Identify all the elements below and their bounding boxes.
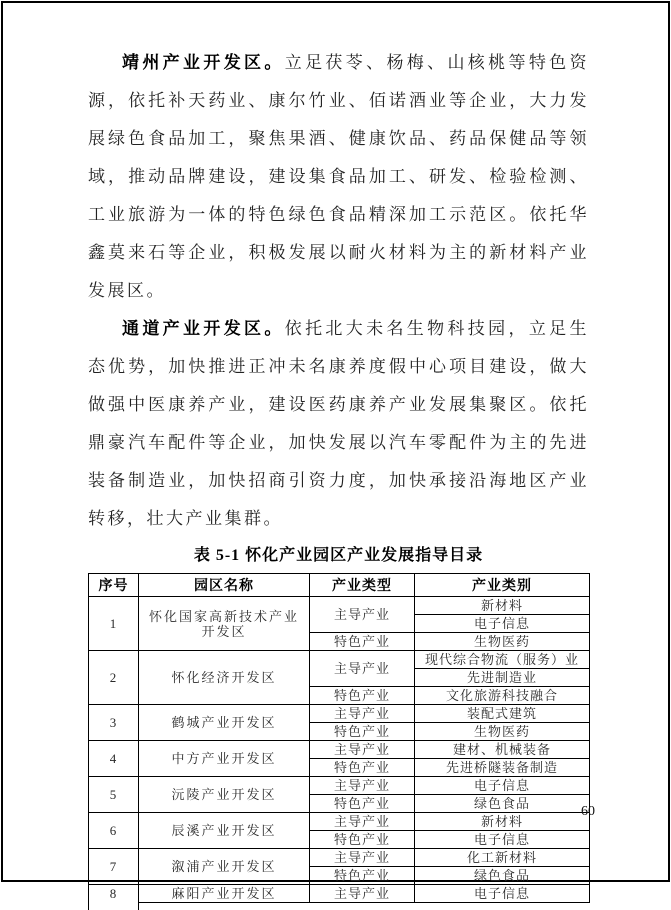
header-cell-industry-category: 产业类别 (415, 574, 590, 597)
table-row (89, 849, 590, 867)
cell-industry-type: 主导产业 (310, 705, 415, 723)
cell-industry-category: 装配式建筑 (415, 705, 590, 723)
cell-industry-category: 生物医药 (415, 723, 590, 741)
paragraph-lead: 靖州产业开发区。 (122, 53, 285, 72)
guidance-table (88, 573, 590, 903)
cell-park: 沅陵产业开发区 (139, 777, 310, 813)
cell-industry-type: 特色产业 (310, 759, 415, 777)
cell-industry-type: 特色产业 (310, 687, 415, 705)
paragraph-lead: 通道产业开发区。 (122, 319, 285, 338)
page-content (88, 44, 589, 903)
cell-industry-type: 主导产业 (310, 777, 415, 795)
cell-industry-category: 建材、机械装备 (415, 741, 590, 759)
paragraph-jingzhou (88, 44, 589, 310)
cell-park: 辰溪产业开发区 (139, 813, 310, 849)
cell-industry-category: 绿色食品 (415, 795, 590, 813)
cell-industry-category: 先进制造业 (415, 669, 590, 687)
cell-industry-category: 绿色食品 (415, 867, 590, 885)
cell-industry-category: 先进桥隧装备制造 (415, 759, 590, 777)
page-number: 60 (581, 804, 595, 819)
paragraph-tongdao (88, 310, 589, 538)
cell-industry-category: 化工新材料 (415, 849, 590, 867)
cell-industry-category: 新材料 (415, 813, 590, 831)
cell-park: 溆浦产业开发区 (139, 849, 310, 885)
cell-industry-type: 主导产业 (310, 651, 415, 687)
cell-industry-category: 电子信息 (415, 885, 590, 903)
table-header-row (89, 574, 590, 597)
cell-industry-type: 特色产业 (310, 723, 415, 741)
cell-no: 4 (89, 741, 139, 777)
table-row (89, 597, 590, 615)
cell-industry-category: 现代综合物流（服务）业 (415, 651, 590, 669)
header-cell-park: 园区名称 (139, 574, 310, 597)
cell-industry-category: 文化旅游科技融合 (415, 687, 590, 705)
cell-industry-category: 电子信息 (415, 777, 590, 795)
cell-industry-type: 特色产业 (310, 633, 415, 651)
table-continuation-mark (138, 903, 139, 910)
cell-park: 怀化国家高新技术产业开发区 (139, 597, 310, 651)
cell-park: 麻阳产业开发区 (139, 885, 310, 903)
cell-industry-category: 电子信息 (415, 615, 590, 633)
table-row (89, 741, 590, 759)
cell-no: 5 (89, 777, 139, 813)
table-title: 表 5-1 怀化产业园区产业发展指导目录 (193, 547, 484, 564)
cell-no: 8 (89, 885, 139, 903)
cell-industry-type: 特色产业 (310, 867, 415, 885)
cell-industry-type: 主导产业 (310, 813, 415, 831)
table-row (89, 651, 590, 669)
cell-no: 1 (89, 597, 139, 651)
guidance-table-body (89, 597, 590, 903)
cell-no: 6 (89, 813, 139, 849)
cell-industry-type: 主导产业 (310, 885, 415, 903)
cell-industry-type: 特色产业 (310, 795, 415, 813)
header-cell-industry-type: 产业类型 (310, 574, 415, 597)
paragraph-body: 立足茯苓、杨梅、山核桃等特色资源，依托补天药业、康尔竹业、佰诺酒业等企业，大力发展绿色食品加工，聚焦果酒、健康饮品、药品保健品等领域，推动品牌建设，建设集食品加工、研发、检验检测、工业旅游为一体的特色绿色食品精深加工示范区。依托华鑫莫来石等企业，积极发展以耐火材料为主的新材料产业发展区。 (88, 53, 590, 300)
cell-no: 2 (89, 651, 139, 705)
cell-no: 7 (89, 849, 139, 885)
cell-industry-category: 新材料 (415, 597, 590, 615)
cell-industry-category: 电子信息 (415, 831, 590, 849)
table-row (89, 705, 590, 723)
cell-park: 中方产业开发区 (139, 741, 310, 777)
cell-no: 3 (89, 705, 139, 741)
table-continuation-mark (88, 903, 89, 910)
table-row (89, 813, 590, 831)
table-row (89, 885, 590, 903)
table-row (89, 777, 590, 795)
cell-industry-type: 特色产业 (310, 831, 415, 849)
cell-industry-type: 主导产业 (310, 741, 415, 759)
cell-park: 鹤城产业开发区 (139, 705, 310, 741)
table-wrap (88, 573, 589, 903)
cell-park: 怀化经济开发区 (139, 651, 310, 705)
cell-industry-category: 生物医药 (415, 633, 590, 651)
cell-industry-type: 主导产业 (310, 849, 415, 867)
cell-industry-type: 主导产业 (310, 597, 415, 633)
header-cell-no: 序号 (89, 574, 139, 597)
paragraph-body: 依托北大未名生物科技园，立足生态优势，加快推进正冲未名康养度假中心项目建设，做大做强中医康养产业，建设医药康养产业发展集聚区。依托鼎豪汽车配件等企业，加快发展以汽车零配件为主的先进装备制造业，加快招商引资力度，加快承接沿海地区产业转移，壮大产业集群。 (88, 319, 590, 528)
